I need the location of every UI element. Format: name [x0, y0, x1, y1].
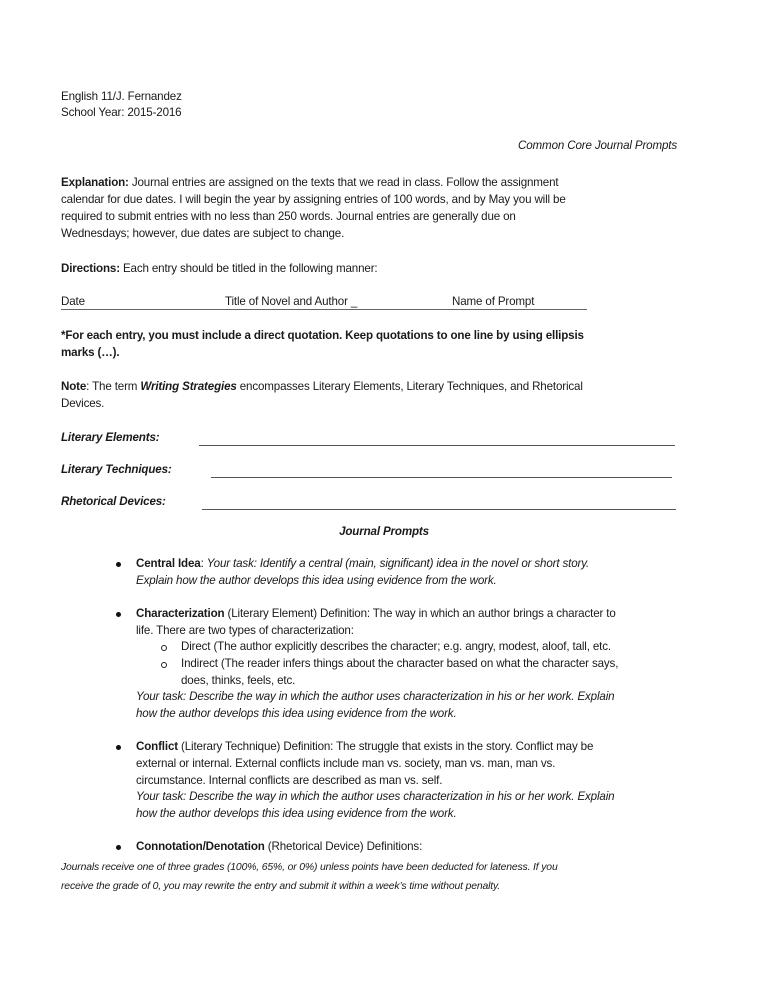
prompt-definition: (Literary Technique) Definition: The struggle that exists in the story. Conflict may be	[177, 740, 594, 753]
school-year-line: School Year: 2015-2016	[61, 106, 182, 119]
note-label: Note	[61, 380, 87, 393]
literary-techniques-blank[interactable]	[211, 477, 672, 478]
rhetorical-devices-label: Rhetorical Devices:	[61, 495, 166, 508]
title-format-novel-author: Title of Novel and Author _	[225, 295, 358, 308]
title-format-underline	[61, 309, 587, 310]
prompt-conflict-line-1	[136, 739, 593, 756]
course-line: English 11/J. Fernandez	[61, 90, 182, 103]
bullet-icon	[116, 612, 121, 617]
note-term: Writing Strategies	[140, 380, 237, 393]
prompts-heading: Journal Prompts	[339, 525, 429, 538]
explanation-line-4: Wednesdays; however, due dates are subject to change.	[61, 227, 345, 240]
footer-line-1: Journals receive one of three grades (100%, 65%, or 0%) unless points have been deducted for lateness. If you	[61, 862, 558, 873]
prompt-characterization-task-2: how the author develops this idea using evidence from the work.	[136, 707, 457, 720]
footer-line-2: receive the grade of 0, you may rewrite the entry and submit it within a week’s time without penalty.	[61, 881, 500, 892]
note-line-2: Devices.	[61, 397, 105, 410]
sub-bullet-icon	[161, 645, 167, 651]
note-text: encompasses Literary Elements, Literary Techniques, and Rhetorical	[236, 380, 583, 393]
prompt-term: Characterization	[136, 607, 225, 620]
prompt-conflict-task-1: Your task: Describe the way in which the author uses characterization in his or her work. Explain	[136, 790, 615, 803]
prompt-connotation-line-1	[136, 839, 422, 856]
bullet-icon	[116, 845, 121, 850]
document-title: Common Core Journal Prompts	[518, 139, 677, 152]
directions-text: Each entry should be titled in the following manner:	[119, 262, 378, 275]
sub-item-direct: Direct (The author explicitly describes the character; e.g. angry, modest, aloof, tall, etc.	[181, 640, 611, 653]
prompt-conflict-line-3: circumstance. Internal conflicts are described as man vs. self.	[136, 774, 443, 787]
explanation-line-1	[61, 175, 558, 192]
prompt-characterization-line-2: life. There are two types of characterization:	[136, 624, 354, 637]
prompt-central-idea-line-2: Explain how the author develops this idea using evidence from the work.	[136, 574, 497, 587]
explanation-line-3: required to submit entries with no less than 250 words. Journal entries are generally due on	[61, 210, 516, 223]
prompt-task: Your task: Identify a central (main, significant) idea in the novel or short story.	[206, 557, 590, 570]
directions-line	[61, 261, 377, 278]
quotation-rule-line-1: *For each entry, you must include a direct quotation. Keep quotations to one line by using ellipsis	[61, 329, 584, 342]
literary-elements-label: Literary Elements:	[61, 431, 160, 444]
directions-label: Directions:	[61, 262, 120, 275]
sub-item-indirect-line-2: does, thinks, feels, etc.	[181, 674, 296, 687]
prompt-term: Connotation/Denotation	[136, 840, 265, 853]
literary-elements-blank[interactable]	[199, 445, 675, 446]
bullet-icon	[116, 745, 121, 750]
explanation-text: Journal entries are assigned on the texts that we read in class. Follow the assignment	[128, 176, 559, 189]
prompt-definition: (Rhetorical Device) Definitions:	[264, 840, 423, 853]
prompt-conflict-line-2: external or internal. External conflicts include man vs. society, man vs. man, man vs.	[136, 757, 556, 770]
sub-item-indirect-line-1: Indirect (The reader infers things about the character based on what the character says,	[181, 657, 619, 670]
explanation-line-2: calendar for due dates. I will begin the year by assigning entries of 100 words, and by May you will be	[61, 193, 566, 206]
prompt-characterization-line-1	[136, 606, 616, 623]
prompt-term: Central Idea	[136, 557, 201, 570]
prompt-characterization-task-1: Your task: Describe the way in which the author uses characterization in his or her work. Explain	[136, 690, 615, 703]
sub-bullet-icon	[161, 662, 167, 668]
bullet-icon	[116, 562, 121, 567]
rhetorical-devices-blank[interactable]	[202, 509, 676, 510]
prompt-central-idea-line-1	[136, 556, 589, 573]
title-format-prompt-name: Name of Prompt	[452, 295, 535, 308]
prompt-conflict-task-2: how the author develops this idea using evidence from the work.	[136, 807, 457, 820]
prompt-separator: :	[200, 557, 207, 570]
note-line-1	[61, 379, 583, 396]
literary-techniques-label: Literary Techniques:	[61, 463, 172, 476]
prompt-term: Conflict	[136, 740, 178, 753]
quotation-rule-line-2: marks (…).	[61, 346, 120, 359]
explanation-label: Explanation:	[61, 176, 129, 189]
prompt-definition: (Literary Element) Definition: The way in which an author brings a character to	[224, 607, 616, 620]
title-format-date: Date	[61, 295, 85, 308]
note-prefix: : The term	[86, 380, 141, 393]
